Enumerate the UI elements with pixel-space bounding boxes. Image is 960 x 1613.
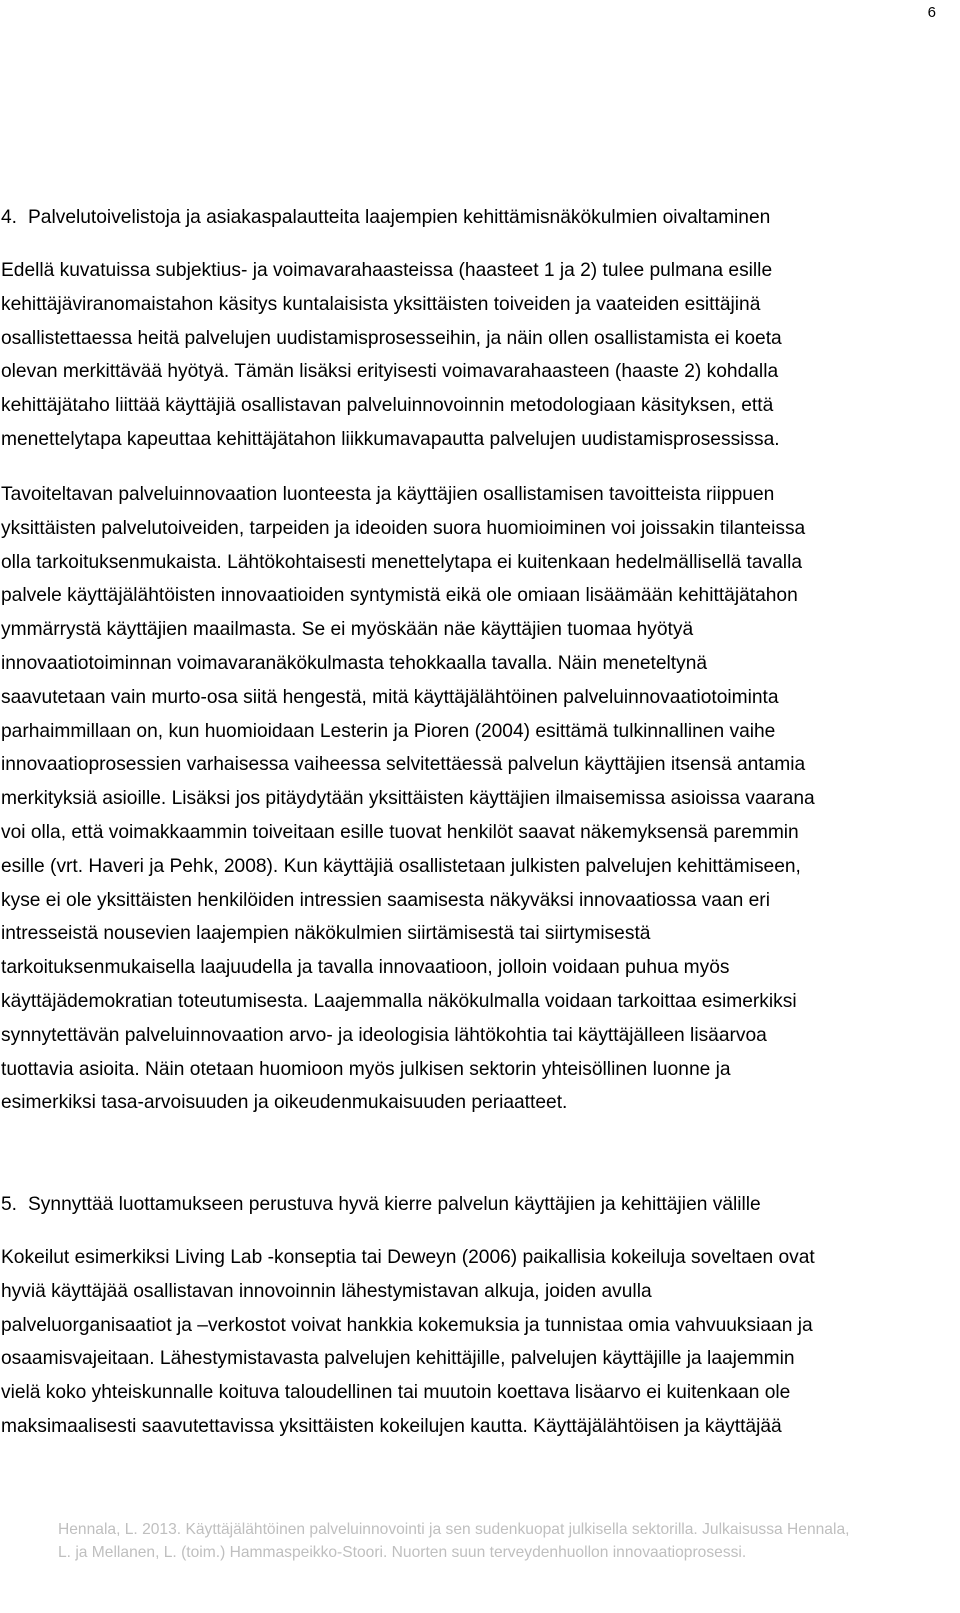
text-line: vielä koko yhteiskunnalle koituva taloudellinen tai muutoin koettava lisäarvo ei kuitenkaan ole [1, 1382, 791, 1404]
text-line: saavutetaan vain murto-osa siitä hengestä, mitä käyttäjälähtöinen palveluinnovaatiotoiminta [1, 686, 779, 708]
text-line: Tavoiteltavan palveluinnovaation luonteesta ja käyttäjien osallistamisen tavoitteista riippuen [1, 484, 775, 505]
text-line: merkityksiä asioille. Lisäksi jos pitäydytään yksittäisten käyttäjien ilmaisemissa asioissa vaarana [1, 788, 815, 810]
footer-citation [58, 1518, 849, 1564]
text-line: osallistettaessa heitä palvelujen uudistamisprosesseihin, ja näin ollen osallistamista ei koeta [1, 327, 782, 349]
text-line: olevan merkittävää hyötyä. Tämän lisäksi erityisesti voimavarahaasteen (haaste 2) kohdalla [1, 361, 779, 383]
page-number: 6 [927, 4, 936, 21]
section-4-paragraph-1 [1, 254, 935, 457]
section-4-title: Palvelutoivelistoja ja asiakaspalautteita laajempien kehittämisnäkökulmien oivaltaminen [28, 207, 771, 228]
section-5-paragraph-1 [1, 1241, 935, 1444]
text-line: Kokeilut esimerkiksi Living Lab -konseptia tai Deweyn (2006) paikallisia kokeiluja soveltaen ovat [1, 1247, 815, 1268]
text-line: palveluorganisaatiot ja –verkostot voivat hankkia kokemuksia ja tunnistaa omia vahvuuksiaan ja [1, 1314, 813, 1336]
text-line: innovaatiotoiminnan voimavaranäkökulmasta tehokkaalla tavalla. Näin meneteltynä [1, 652, 708, 674]
text-line: innovaatioprosessien varhaisessa vaiheessa selvitettäessä palvelun käyttäjien itsensä antamia [1, 754, 806, 776]
text-line: ymmärrystä käyttäjien maailmasta. Se ei myöskään näe käyttäjien tuomaa hyötyä [1, 619, 694, 641]
text-line: voi olla, että voimakkaammin toiveitaan esille tuovat henkilöt saavat näkemyksensä paremmin [1, 821, 799, 843]
text-line: osaamisvajeitaan. Lähestymistavasta palvelujen kehittäjille, palvelujen käyttäjille ja laajemmin [1, 1348, 795, 1370]
section-4-paragraph-2 [1, 478, 935, 1120]
text-line: maksimaalisesti saavutettavissa yksittäisten kokeilujen kautta. Käyttäjälähtöisen ja käyttäjää [1, 1415, 782, 1437]
text-line: intresseistä nousevien laajempien näkökulmien siirtämisestä tai siirtymisestä [1, 923, 651, 945]
text-line: esille (vrt. Haveri ja Pehk, 2008). Kun käyttäjiä osallistetaan julkisten palvelujen kehittämiseen, [1, 855, 801, 877]
text-line: parhaimmillaan on, kun huomioidaan Lesterin ja Pioren (2004) esittämä tulkinnallinen vaihe [1, 720, 776, 742]
section-4-heading [1, 206, 770, 230]
text-line: kyse ei ole yksittäisten henkilöiden intressien saamisesta näkyväksi innovaatiossa vaan eri [1, 889, 770, 911]
text-line: tuottavia asioita. Näin otetaan huomioon myös julkisen sektorin yhteisöllinen luonne ja [1, 1058, 731, 1080]
text-line: hyviä käyttäjää osallistavan innovoinnin lähestymistavan alkuja, joiden avulla [1, 1280, 652, 1302]
section-4-number: 4. [1, 207, 18, 228]
text-line: kehittäjäviranomaistahon käsitys kuntalaisista yksittäisten toiveiden ja vaateiden esittäjinä [1, 293, 761, 315]
footer-line-2: L. ja Mellanen, L. (toim.) Hammaspeikko-Stoori. Nuorten suun terveydenhuollon innovaatioprosessi. [58, 1544, 747, 1561]
section-5-number: 5. [1, 1194, 18, 1215]
footer-line-1: Hennala, L. 2013. Käyttäjälähtöinen palveluinnovointi ja sen sudenkuopat julkisella sektorilla. Julkaisussa Hennala, [58, 1521, 850, 1538]
text-line: yksittäisten palvelutoiveiden, tarpeiden ja ideoiden suora huomioiminen voi joissakin tilanteissa [1, 517, 806, 539]
text-line: synnytettävän palveluinnovaation arvo- ja ideologisia lähtökohtia tai käyttäjälleen lisäarvoa [1, 1024, 767, 1046]
section-5-heading [1, 1193, 761, 1217]
section-5-title: Synnyttää luottamukseen perustuva hyvä kierre palvelun käyttäjien ja kehittäjien välille [28, 1194, 761, 1215]
text-line: menettelytapa kapeuttaa kehittäjätahon liikkumavapautta palvelujen uudistamisprosessissa. [1, 428, 780, 450]
text-line: palvele käyttäjälähtöisten innovaatioiden syntymistä eikä ole omiaan lisäämään kehittäjätahon [1, 585, 798, 607]
text-line: esimerkiksi tasa-arvoisuuden ja oikeudenmukaisuuden periaatteet. [1, 1092, 568, 1114]
text-line: tarkoituksenmukaisella laajuudella ja tavalla innovaatioon, jolloin voidaan puhua myös [1, 957, 730, 979]
text-line: kehittäjätaho liittää käyttäjiä osallistavan palveluinnovoinnin metodologiaan käsityksen, että [1, 395, 774, 417]
text-line: Edellä kuvatuissa subjektius- ja voimavarahaasteissa (haasteet 1 ja 2) tulee pulmana esille [1, 260, 773, 281]
text-line: olla tarkoituksenmukaista. Lähtökohtaisesti menettelytapa ei kuitenkaan hedelmällisellä tavalla [1, 551, 803, 573]
text-line: käyttäjädemokratian toteutumisesta. Laajemmalla näkökulmalla voidaan tarkoittaa esimerkiksi [1, 990, 797, 1012]
